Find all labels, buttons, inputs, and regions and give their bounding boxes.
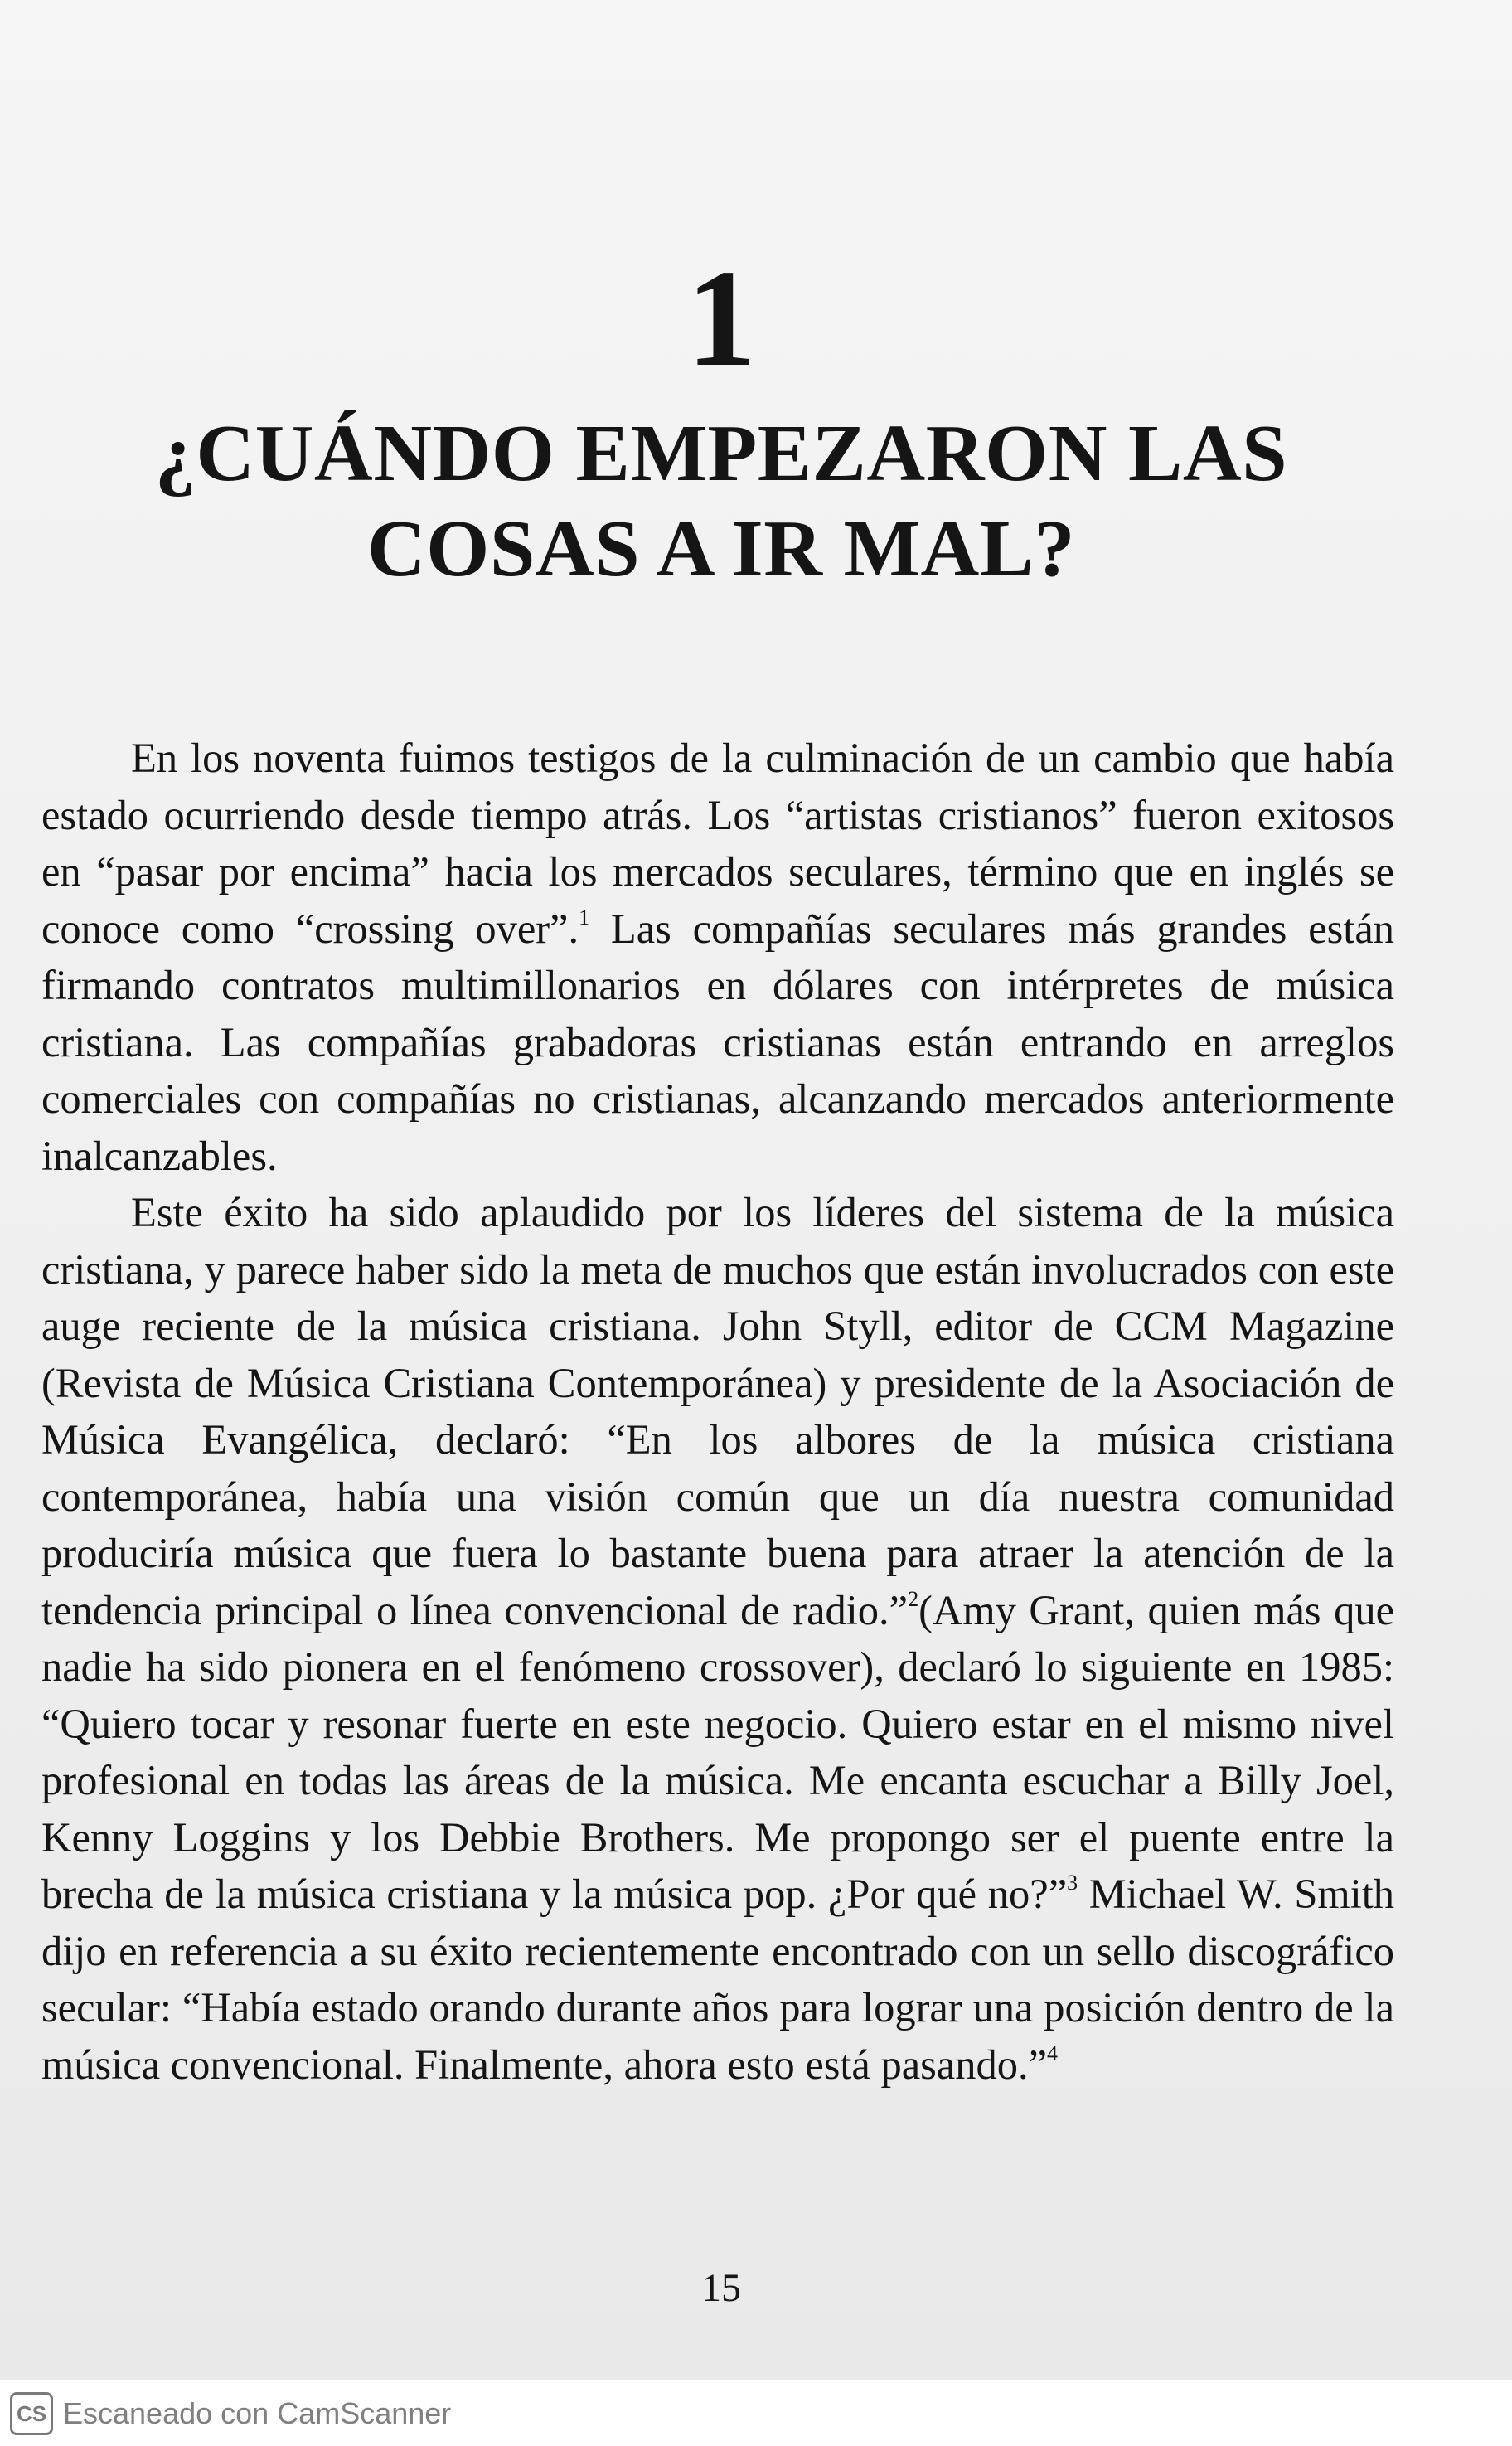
chapter-title-line-2: COSAS A IR MAL? bbox=[366, 504, 1076, 594]
footnote-ref-2: 2 bbox=[908, 1586, 919, 1611]
page-number: 15 bbox=[701, 2266, 741, 2310]
paragraph-1-text-b: Las compañías seculares más grandes están firmando contratos multimillonarios en dólares con intérpretes de música cristiana. Las compañías grabadoras cristianas están entrando en arreglos comerciales con compañías no cristianas, alcanzando mercados anteriormente inalcanzables. bbox=[41, 905, 1394, 1179]
footnote-ref-4: 4 bbox=[1047, 2041, 1058, 2065]
body-text bbox=[41, 730, 1394, 2093]
paragraph-2 bbox=[41, 1184, 1394, 2093]
paragraph-2-text-c: Michael W. Smith dijo en referencia a su éxito recientemente encontrado con un sello discográfico secular: “Había estado orando durante años para lograr una posición dentro de la música convencional. Finalmente, ahora esto está pasando.” bbox=[41, 1871, 1395, 2088]
footnote-ref-1: 1 bbox=[579, 905, 590, 929]
chapter-title-line-1: ¿CUÁNDO EMPEZARON LAS bbox=[154, 409, 1288, 498]
chapter-title bbox=[133, 406, 1310, 597]
paragraph-1-text-a: En los noventa fuimos testigos de la culminación de un cambio que había estado ocurriendo desde tiempo atrás. Los “artistas cristianos” fueron exitosos en “pasar por encima” hacia los mercados seculares, término que en inglés se conoce como “crossing over”. bbox=[41, 735, 1394, 952]
paragraph-2-text-a: Este éxito ha sido aplaudido por los líderes del sistema de la música cristiana, y parece haber sido la meta de muchos que están involucrados con este auge reciente de la música cristiana. John Styll, editor de CCM Magazine (Revista de Música Cristiana Contemporánea) y presidente de la Asociación de Música Evangélica, declaró: “En los albores de la música cristiana contemporánea, había una visión común que un día nuestra comunidad produciría música que fuera lo bastante buena para atraer la atención de la tendencia principal o línea convencional de radio.” bbox=[41, 1189, 1394, 1633]
scanner-watermark-bar bbox=[0, 2380, 1512, 2446]
paragraph-1 bbox=[41, 730, 1394, 1184]
chapter-number: 1 bbox=[686, 241, 756, 396]
footnote-ref-3: 3 bbox=[1067, 1871, 1078, 1895]
camscanner-logo-icon: CS bbox=[10, 2392, 53, 2435]
scanner-watermark-text: Escaneado con CamScanner bbox=[63, 2396, 452, 2430]
paragraph-2-text-b: (Amy Grant, quien más que nadie ha sido pionera en el fenómeno crossover), declaró lo siguiente en 1985: “Quiero tocar y resonar fuerte en este negocio. Quiero estar en el mismo nivel profesional en todas las áreas de la música. Me encanta escuchar a Billy Joel, Kenny Loggins y los Debbie Brothers. Me propongo ser el puente entre la brecha de la música cristiana y la música pop. ¿Por qué no?” bbox=[41, 1586, 1394, 1917]
